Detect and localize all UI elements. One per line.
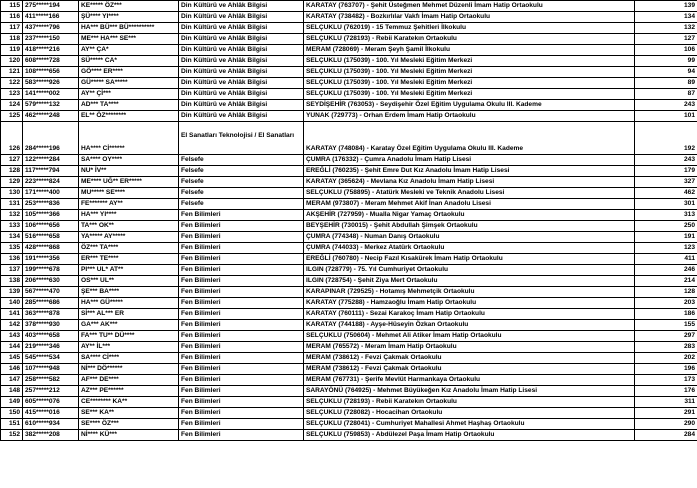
table-row[interactable] [1, 187, 697, 198]
score-cell[interactable]: 290 [635, 418, 697, 429]
score-cell[interactable]: 155 [635, 319, 697, 330]
identity-number-cell[interactable]: 437*****796 [23, 23, 79, 34]
row-number-cell[interactable]: 129 [1, 176, 23, 187]
branch-cell[interactable]: Fen Bilimleri [179, 396, 304, 407]
score-cell[interactable]: 139 [635, 1, 697, 12]
branch-cell[interactable]: Din Kültürü ve Ahlâk Bilgisi [179, 89, 304, 100]
score-cell[interactable]: 106 [635, 45, 697, 56]
identity-number-cell[interactable]: 567*****470 [23, 286, 79, 297]
branch-cell[interactable]: Felsefe [179, 154, 304, 165]
person-name-cell[interactable]: SE**** ÖZ*** [79, 418, 179, 429]
branch-cell[interactable]: Din Kültürü ve Ahlâk Bilgisi [179, 100, 304, 111]
row-number-cell[interactable]: 134 [1, 231, 23, 242]
branch-cell[interactable]: Felsefe [179, 198, 304, 209]
branch-cell[interactable]: Din Kültürü ve Ahlâk Bilgisi [179, 1, 304, 12]
table-row[interactable] [1, 78, 697, 89]
score-cell[interactable]: 101 [635, 111, 697, 122]
school-cell[interactable]: SELÇUKLU (728082) - Hocacihan Ortaokulu [304, 407, 635, 418]
school-cell[interactable]: KARATAY (738482) - Bozkırlılar Vakfı İmam Hatip Ortaokulu [304, 12, 635, 23]
table-row[interactable] [1, 242, 697, 253]
school-cell[interactable]: MERAM (765572) - Meram İmam Hatip Ortaokulu [304, 341, 635, 352]
score-cell[interactable]: 243 [635, 100, 697, 111]
score-cell[interactable]: 179 [635, 165, 697, 176]
school-cell[interactable]: SELÇUKLU (728193) - Rebii Karatekın Ortaokulu [304, 34, 635, 45]
branch-cell[interactable]: Din Kültürü ve Ahlâk Bilgisi [179, 23, 304, 34]
identity-number-cell[interactable]: 411*****166 [23, 12, 79, 23]
person-name-cell[interactable]: HA*** YI**** [79, 209, 179, 220]
row-number-cell[interactable]: 144 [1, 341, 23, 352]
table-row[interactable] [1, 363, 697, 374]
school-cell[interactable]: AKŞEHİR (727959) - Mualla Nigar Yamaç Ortaokulu [304, 209, 635, 220]
table-body [1, 1, 697, 441]
person-name-cell[interactable]: ŞE*** BA**** [79, 286, 179, 297]
table-row[interactable] [1, 34, 697, 45]
table-row[interactable] [1, 385, 697, 396]
branch-cell[interactable]: Felsefe [179, 187, 304, 198]
person-name-cell[interactable]: ME**** UĞ** ER***** [79, 176, 179, 187]
person-name-cell[interactable]: SÜ***** CA* [79, 56, 179, 67]
school-cell[interactable]: KARATAY (775288) - Hamzaoğlu İmam Hatip Ortaokulu [304, 297, 635, 308]
identity-number-cell[interactable]: 237*****150 [23, 34, 79, 45]
identity-number-cell[interactable]: 284*****196 [23, 122, 79, 155]
identity-number-cell[interactable]: 105*****366 [23, 209, 79, 220]
school-cell[interactable]: SELÇUKLU (175039) - 100. Yıl Mesleki Eğitim Merkezi [304, 78, 635, 89]
branch-cell[interactable]: Felsefe [179, 176, 304, 187]
row-number-cell[interactable]: 120 [1, 56, 23, 67]
table-row[interactable] [1, 297, 697, 308]
school-cell[interactable]: KARATAY (365624) - Mevlana Kız Anadolu İmam Hatip Lisesi [304, 176, 635, 187]
person-name-cell[interactable]: NU* İV** [79, 165, 179, 176]
row-number-cell[interactable]: 127 [1, 154, 23, 165]
row-number-cell[interactable]: 128 [1, 165, 23, 176]
table-row[interactable] [1, 45, 697, 56]
score-cell[interactable]: 311 [635, 396, 697, 407]
row-number-cell[interactable]: 132 [1, 209, 23, 220]
identity-number-cell[interactable]: 415*****016 [23, 407, 79, 418]
person-name-cell[interactable]: OS*** UL** [79, 275, 179, 286]
score-cell[interactable]: 191 [635, 231, 697, 242]
branch-cell[interactable]: Fen Bilimleri [179, 264, 304, 275]
identity-number-cell[interactable]: 516*****658 [23, 231, 79, 242]
school-cell[interactable]: MERAM (738612) - Fevzi Çakmak Ortaokulu [304, 352, 635, 363]
person-name-cell[interactable]: GÜ***** SA***** [79, 78, 179, 89]
table-row[interactable] [1, 429, 697, 440]
identity-number-cell[interactable]: 363*****878 [23, 308, 79, 319]
table-row[interactable] [1, 330, 697, 341]
table-row[interactable] [1, 209, 697, 220]
score-cell[interactable]: 202 [635, 352, 697, 363]
person-name-cell[interactable]: FE******* AY** [79, 198, 179, 209]
school-cell[interactable]: ÇUMRA (744033) - Merkez Atatürk Ortaokulu [304, 242, 635, 253]
branch-cell[interactable]: Fen Bilimleri [179, 429, 304, 440]
person-name-cell[interactable]: HA**** Cİ****** [79, 122, 179, 155]
branch-cell[interactable]: Felsefe [179, 165, 304, 176]
branch-cell[interactable]: Fen Bilimleri [179, 330, 304, 341]
table-row[interactable] [1, 253, 697, 264]
school-cell[interactable]: MERAM (728069) - Meram Şeyh Şamil İlkokulu [304, 45, 635, 56]
school-cell[interactable]: KARATAY (744188) - Ayşe-Hüseyin Özkan Ortaokulu [304, 319, 635, 330]
row-number-cell[interactable]: 117 [1, 23, 23, 34]
score-cell[interactable]: 89 [635, 78, 697, 89]
score-cell[interactable]: 196 [635, 363, 697, 374]
row-number-cell[interactable]: 121 [1, 67, 23, 78]
table-row[interactable] [1, 154, 697, 165]
score-cell[interactable]: 214 [635, 275, 697, 286]
person-name-cell[interactable]: MU***** SE**** [79, 187, 179, 198]
person-name-cell[interactable]: HA*** GÜ***** [79, 297, 179, 308]
person-name-cell[interactable]: AZ*** PE****** [79, 385, 179, 396]
person-name-cell[interactable]: AY** Çİ*** [79, 89, 179, 100]
branch-cell[interactable]: Fen Bilimleri [179, 352, 304, 363]
school-cell[interactable]: ÇUMRA (774348) - Numan Danış Ortaokulu [304, 231, 635, 242]
person-name-cell[interactable]: AF*** DE**** [79, 374, 179, 385]
row-number-cell[interactable]: 119 [1, 45, 23, 56]
row-number-cell[interactable]: 148 [1, 385, 23, 396]
table-row[interactable] [1, 56, 697, 67]
school-cell[interactable]: BEYŞEHİR (730015) - Şehit Abdullah Şimşek Ortaokulu [304, 220, 635, 231]
table-row[interactable] [1, 176, 697, 187]
person-name-cell[interactable]: Nİ*** DÖ****** [79, 363, 179, 374]
identity-number-cell[interactable]: 223*****824 [23, 176, 79, 187]
person-name-cell[interactable]: HA*** BÜ*** BÜ********** [79, 23, 179, 34]
identity-number-cell[interactable]: 122*****284 [23, 154, 79, 165]
score-cell[interactable]: 123 [635, 242, 697, 253]
identity-number-cell[interactable]: 257*****212 [23, 385, 79, 396]
row-number-cell[interactable]: 115 [1, 1, 23, 12]
identity-number-cell[interactable]: 219*****346 [23, 341, 79, 352]
score-cell[interactable]: 99 [635, 56, 697, 67]
identity-number-cell[interactable]: 206*****630 [23, 275, 79, 286]
school-cell[interactable]: SELÇUKLU (175039) - 100. Yıl Mesleki Eğitim Merkezi [304, 89, 635, 100]
table-row[interactable] [1, 231, 697, 242]
person-name-cell[interactable]: SE*** KA** [79, 407, 179, 418]
score-cell[interactable]: 246 [635, 264, 697, 275]
identity-number-cell[interactable]: 191*****356 [23, 253, 79, 264]
person-name-cell[interactable]: ŞÜ**** YI**** [79, 12, 179, 23]
identity-number-cell[interactable]: 583*****926 [23, 78, 79, 89]
school-cell[interactable]: MERAM (767731) - Şerife Mevlüt Harmankaya Ortaokulu [304, 374, 635, 385]
row-number-cell[interactable]: 143 [1, 330, 23, 341]
table-row[interactable] [1, 374, 697, 385]
school-cell[interactable]: SELÇUKLU (175039) - 100. Yıl Mesleki Eğitim Merkezi [304, 67, 635, 78]
score-cell[interactable]: 313 [635, 209, 697, 220]
row-number-cell[interactable]: 124 [1, 100, 23, 111]
score-cell[interactable]: 411 [635, 253, 697, 264]
row-number-cell[interactable]: 136 [1, 253, 23, 264]
identity-number-cell[interactable]: 608*****728 [23, 56, 79, 67]
row-number-cell[interactable]: 126 [1, 122, 23, 155]
identity-number-cell[interactable]: 141*****002 [23, 89, 79, 100]
table-row[interactable] [1, 111, 697, 122]
person-name-cell[interactable]: Sİ*** AL*** ER [79, 308, 179, 319]
row-number-cell[interactable]: 130 [1, 187, 23, 198]
table-row[interactable] [1, 352, 697, 363]
table-row[interactable] [1, 1, 697, 12]
school-cell[interactable]: SELÇUKLU (728193) - Rebii Karatekın Ortaokulu [304, 396, 635, 407]
row-number-cell[interactable]: 142 [1, 319, 23, 330]
identity-number-cell[interactable]: 382*****208 [23, 429, 79, 440]
school-cell[interactable]: SELÇUKLU (759853) - Abdülezel Paşa İmam Hatip Ortaokulu [304, 429, 635, 440]
school-cell[interactable]: SELÇUKLU (758895) - Atatürk Mesleki ve Teknik Anadolu Lisesi [304, 187, 635, 198]
branch-cell[interactable]: Fen Bilimleri [179, 319, 304, 330]
branch-cell[interactable]: Fen Bilimleri [179, 385, 304, 396]
school-cell[interactable]: KARATAY (748084) - Karatay Özel Eğitim Uygulama Okulu III. Kademe [304, 122, 635, 155]
score-cell[interactable]: 327 [635, 176, 697, 187]
identity-number-cell[interactable]: 428*****868 [23, 242, 79, 253]
identity-number-cell[interactable]: 462*****248 [23, 111, 79, 122]
school-cell[interactable]: ILGIN (728779) - 75. Yıl Cumhuriyet Ortaokulu [304, 264, 635, 275]
score-cell[interactable]: 284 [635, 429, 697, 440]
school-cell[interactable]: EREĞLİ (760235) - Şehit Emre Dut Kız Anadolu İmam Hatip Lisesi [304, 165, 635, 176]
score-cell[interactable]: 127 [635, 34, 697, 45]
school-cell[interactable]: ILGIN (728754) - Şehit Ziya Mert Ortaokulu [304, 275, 635, 286]
branch-cell[interactable]: Fen Bilimleri [179, 253, 304, 264]
school-cell[interactable]: KARATAY (760111) - Sezai Karakoç İmam Hatip Ortaokulu [304, 308, 635, 319]
person-name-cell[interactable]: SA**** Cİ**** [79, 352, 179, 363]
school-cell[interactable]: KARATAY (763707) - Şehit Üsteğmen Mehmet Düzenli İmam Hatip Ortaokulu [304, 1, 635, 12]
branch-cell[interactable]: Din Kültürü ve Ahlâk Bilgisi [179, 12, 304, 23]
score-cell[interactable]: 203 [635, 297, 697, 308]
table-row[interactable] [1, 198, 697, 209]
school-cell[interactable]: SEYDİŞEHİR (763053) - Seydişehir Özel Eğitim Uygulama Okulu III. Kademe [304, 100, 635, 111]
person-name-cell[interactable]: YA***** AY***** [79, 231, 179, 242]
person-name-cell[interactable]: SA**** OY**** [79, 154, 179, 165]
row-number-cell[interactable]: 149 [1, 396, 23, 407]
person-name-cell[interactable]: ME*** HA*** SE*** [79, 34, 179, 45]
score-cell[interactable]: 462 [635, 187, 697, 198]
score-cell[interactable]: 297 [635, 330, 697, 341]
table-row[interactable] [1, 308, 697, 319]
row-number-cell[interactable]: 150 [1, 407, 23, 418]
score-cell[interactable]: 176 [635, 385, 697, 396]
identity-number-cell[interactable]: 605*****076 [23, 396, 79, 407]
row-number-cell[interactable]: 137 [1, 264, 23, 275]
score-cell[interactable]: 132 [635, 23, 697, 34]
row-number-cell[interactable]: 122 [1, 78, 23, 89]
person-name-cell[interactable]: Nİ**** KÜ*** [79, 429, 179, 440]
row-number-cell[interactable]: 135 [1, 242, 23, 253]
table-row[interactable] [1, 418, 697, 429]
person-name-cell[interactable]: AY** ÇA* [79, 45, 179, 56]
table-row[interactable] [1, 286, 697, 297]
branch-cell[interactable]: Din Kültürü ve Ahlâk Bilgisi [179, 34, 304, 45]
table-row[interactable] [1, 100, 697, 111]
branch-cell[interactable]: Fen Bilimleri [179, 231, 304, 242]
table-row[interactable] [1, 89, 697, 100]
school-cell[interactable]: MERAM (973807) - Meram Mehmet Akif İnan Anadolu Lisesi [304, 198, 635, 209]
row-number-cell[interactable]: 145 [1, 352, 23, 363]
branch-cell[interactable]: Fen Bilimleri [179, 418, 304, 429]
person-name-cell[interactable]: ÖZ*** TA**** [79, 242, 179, 253]
row-number-cell[interactable]: 116 [1, 12, 23, 23]
school-cell[interactable]: SELÇUKLU (762019) - 15 Temmuz Şehitleri İlkokulu [304, 23, 635, 34]
row-number-cell[interactable]: 118 [1, 34, 23, 45]
person-name-cell[interactable]: AD*** TA**** [79, 100, 179, 111]
person-name-cell[interactable]: GA*** AK*** [79, 319, 179, 330]
identity-number-cell[interactable]: 117*****794 [23, 165, 79, 176]
identity-number-cell[interactable]: 610*****934 [23, 418, 79, 429]
table-row[interactable] [1, 165, 697, 176]
person-name-cell[interactable]: PI*** UL* AT** [79, 264, 179, 275]
person-name-cell[interactable]: ER*** TE**** [79, 253, 179, 264]
identity-number-cell[interactable]: 285*****686 [23, 297, 79, 308]
person-name-cell[interactable]: EL** ÖZ******** [79, 111, 179, 122]
identity-number-cell[interactable]: 378*****930 [23, 319, 79, 330]
identity-number-cell[interactable]: 545*****534 [23, 352, 79, 363]
identity-number-cell[interactable]: 275*****194 [23, 1, 79, 12]
score-cell[interactable]: 301 [635, 198, 697, 209]
branch-cell[interactable]: Din Kültürü ve Ahlâk Bilgisi [179, 56, 304, 67]
branch-cell[interactable]: Fen Bilimleri [179, 242, 304, 253]
score-cell[interactable]: 128 [635, 286, 697, 297]
branch-cell[interactable]: Din Kültürü ve Ahlâk Bilgisi [179, 111, 304, 122]
table-row[interactable] [1, 220, 697, 231]
row-number-cell[interactable]: 139 [1, 286, 23, 297]
school-cell[interactable]: ÇUMRA (176332) - Çumra Anadolu İmam Hatip Lisesi [304, 154, 635, 165]
table-row[interactable] [1, 396, 697, 407]
score-cell[interactable]: 173 [635, 374, 697, 385]
school-cell[interactable]: EREĞLİ (760780) - Necip Fazıl Kısakürek İmam Hatip Ortaokulu [304, 253, 635, 264]
table-row[interactable] [1, 264, 697, 275]
branch-cell[interactable]: Fen Bilimleri [179, 308, 304, 319]
row-number-cell[interactable]: 146 [1, 363, 23, 374]
score-cell[interactable]: 250 [635, 220, 697, 231]
identity-number-cell[interactable]: 403*****658 [23, 330, 79, 341]
identity-number-cell[interactable]: 253*****836 [23, 198, 79, 209]
score-cell[interactable]: 87 [635, 89, 697, 100]
branch-cell[interactable]: Fen Bilimleri [179, 407, 304, 418]
branch-cell[interactable]: Fen Bilimleri [179, 363, 304, 374]
school-cell[interactable]: MERAM (738612) - Fevzi Çakmak Ortaokulu [304, 363, 635, 374]
person-name-cell[interactable]: FA*** TU** DÜ**** [79, 330, 179, 341]
branch-cell[interactable]: Fen Bilimleri [179, 275, 304, 286]
score-cell[interactable]: 291 [635, 407, 697, 418]
row-number-cell[interactable]: 123 [1, 89, 23, 100]
table-row[interactable] [1, 67, 697, 78]
table-row[interactable] [1, 12, 697, 23]
person-name-cell[interactable]: GÖ**** ER**** [79, 67, 179, 78]
branch-cell[interactable]: Fen Bilimleri [179, 297, 304, 308]
branch-cell[interactable]: Fen Bilimleri [179, 341, 304, 352]
score-cell[interactable]: 243 [635, 154, 697, 165]
row-number-cell[interactable]: 140 [1, 297, 23, 308]
person-name-cell[interactable]: KE***** ÖZ*** [79, 1, 179, 12]
person-name-cell[interactable]: AY** İL*** [79, 341, 179, 352]
score-cell[interactable]: 134 [635, 12, 697, 23]
table-row[interactable] [1, 275, 697, 286]
branch-cell[interactable]: Din Kültürü ve Ahlâk Bilgisi [179, 45, 304, 56]
score-cell[interactable]: 94 [635, 67, 697, 78]
branch-cell[interactable]: Din Kültürü ve Ahlâk Bilgisi [179, 78, 304, 89]
identity-number-cell[interactable]: 579*****132 [23, 100, 79, 111]
branch-cell[interactable]: Fen Bilimleri [179, 220, 304, 231]
branch-cell[interactable]: Fen Bilimleri [179, 374, 304, 385]
row-number-cell[interactable]: 147 [1, 374, 23, 385]
school-cell[interactable]: KARAPINAR (729525) - Hotamış Mehmetçik Ortaokulu [304, 286, 635, 297]
person-name-cell[interactable]: CE******** KA** [79, 396, 179, 407]
row-number-cell[interactable]: 125 [1, 111, 23, 122]
identity-number-cell[interactable]: 107*****948 [23, 363, 79, 374]
school-cell[interactable]: YUNAK (729773) - Orhan Erdem İmam Hatip Ortaokulu [304, 111, 635, 122]
score-cell[interactable]: 283 [635, 341, 697, 352]
row-number-cell[interactable]: 141 [1, 308, 23, 319]
row-number-cell[interactable]: 151 [1, 418, 23, 429]
school-cell[interactable]: SELÇUKLU (175039) - 100. Yıl Mesleki Eğitim Merkezi [304, 56, 635, 67]
identity-number-cell[interactable]: 258*****582 [23, 374, 79, 385]
table-row[interactable] [1, 407, 697, 418]
identity-number-cell[interactable]: 106*****656 [23, 220, 79, 231]
branch-cell[interactable]: El Sanatları Teknolojisi / El Sanatları [179, 122, 304, 155]
row-number-cell[interactable]: 138 [1, 275, 23, 286]
table-row[interactable] [1, 341, 697, 352]
school-cell[interactable]: SARAYÖNÜ (764925) - Mehmet Büyükeğen Kız Anadolu İmam Hatip Lisesi [304, 385, 635, 396]
branch-cell[interactable]: Fen Bilimleri [179, 209, 304, 220]
row-number-cell[interactable]: 152 [1, 429, 23, 440]
person-name-cell[interactable]: TA*** OK** [79, 220, 179, 231]
school-cell[interactable]: SELÇUKLU (728041) - Cumhuriyet Mahallesi Ahmet Haşhaş Ortaokulu [304, 418, 635, 429]
table-row[interactable] [1, 122, 697, 155]
school-cell[interactable]: SELÇUKLU (750604) - Mehmet Ali Atiker İmam Hatip Ortaokulu [304, 330, 635, 341]
branch-cell[interactable]: Fen Bilimleri [179, 286, 304, 297]
identity-number-cell[interactable]: 171*****400 [23, 187, 79, 198]
branch-cell[interactable]: Din Kültürü ve Ahlâk Bilgisi [179, 67, 304, 78]
identity-number-cell[interactable]: 108*****656 [23, 67, 79, 78]
identity-number-cell[interactable]: 418*****216 [23, 45, 79, 56]
row-number-cell[interactable]: 131 [1, 198, 23, 209]
table-row[interactable] [1, 319, 697, 330]
row-number-cell[interactable]: 133 [1, 220, 23, 231]
table-row[interactable] [1, 23, 697, 34]
score-cell[interactable]: 186 [635, 308, 697, 319]
score-cell[interactable]: 192 [635, 122, 697, 155]
identity-number-cell[interactable]: 199*****678 [23, 264, 79, 275]
